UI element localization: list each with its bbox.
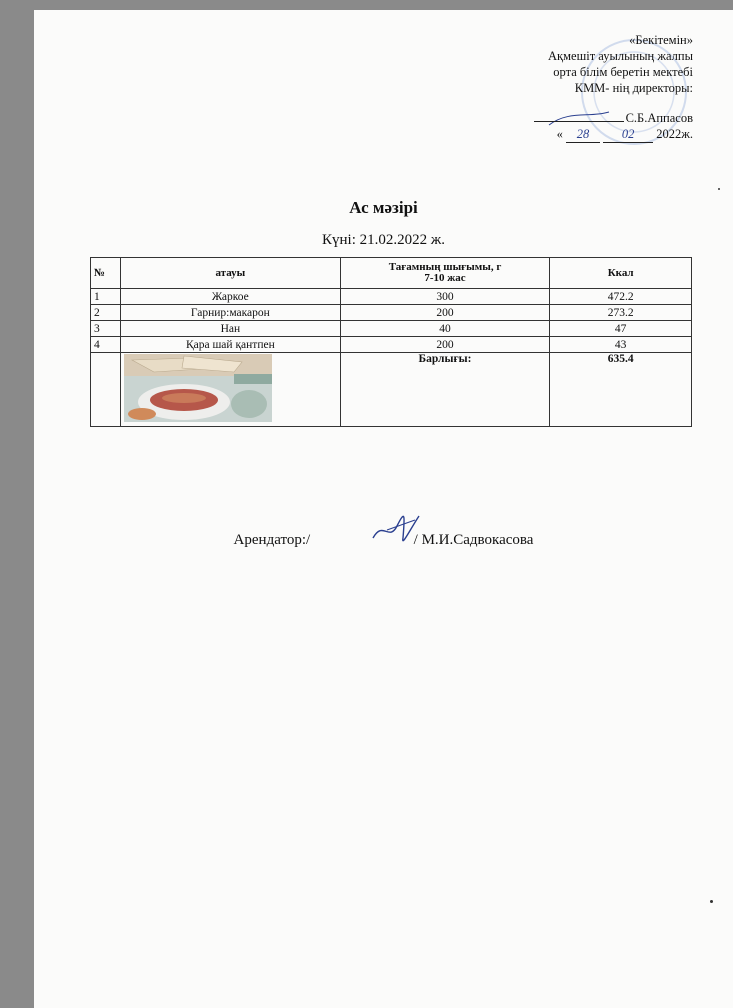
table-header-row xyxy=(91,258,692,289)
approval-date-row xyxy=(534,126,693,143)
table-row xyxy=(91,305,692,321)
approval-director-row xyxy=(534,110,693,126)
total-row xyxy=(91,353,692,427)
page-title: Ас мәзірі xyxy=(349,198,418,217)
menu-table xyxy=(90,257,692,427)
approval-school-line2: орта білім беретін мектебі xyxy=(553,65,693,79)
row-num: 1 xyxy=(91,289,121,305)
row-kcal: 273.2 xyxy=(550,305,692,321)
approval-month: 02 xyxy=(603,126,653,143)
row-kcal: 47 xyxy=(550,321,692,337)
row-kcal: 472.2 xyxy=(550,289,692,305)
row-name: Қара шай қантпен xyxy=(120,337,340,353)
approval-role: КММ- нің директоры: xyxy=(574,81,693,95)
approval-school-line1: Ақмешіт ауылының жалпы xyxy=(548,49,693,63)
header-kcal: Ккал xyxy=(550,258,692,289)
date-quote: « xyxy=(556,127,563,141)
director-signature-line xyxy=(534,121,624,122)
document-page xyxy=(34,10,733,1008)
table-row xyxy=(91,337,692,353)
header-num: № xyxy=(91,258,121,289)
row-num: 4 xyxy=(91,337,121,353)
approval-year: 2022ж. xyxy=(656,127,693,141)
director-name: С.Б.Аппасов xyxy=(625,111,693,125)
tenant-name: / М.И.Садвокасова xyxy=(413,532,534,548)
row-name: Жаркое xyxy=(120,289,340,305)
row-name: Гарнир:макарон xyxy=(120,305,340,321)
header-yield xyxy=(340,258,550,289)
food-photo xyxy=(124,354,272,422)
row-num: 2 xyxy=(91,305,121,321)
total-empty-cell xyxy=(91,353,121,427)
scan-speck xyxy=(710,900,713,903)
row-num: 3 xyxy=(91,321,121,337)
approval-block xyxy=(534,32,693,143)
approval-day: 28 xyxy=(566,126,600,143)
row-name: Нан xyxy=(120,321,340,337)
approval-heading: «Бекітемін» xyxy=(629,33,693,47)
row-kcal: 43 xyxy=(550,337,692,353)
row-yield: 300 xyxy=(340,289,550,305)
total-label: Барлығы: xyxy=(340,353,550,427)
row-yield: 40 xyxy=(340,321,550,337)
scan-speck xyxy=(718,188,720,190)
row-yield: 200 xyxy=(340,305,550,321)
table-row xyxy=(91,321,692,337)
food-photo-cell xyxy=(120,353,340,427)
header-yield-line2: 7-10 жас xyxy=(424,272,466,284)
header-yield-line1: Тағамның шығымы, г xyxy=(388,261,502,273)
header-name: атауы xyxy=(120,258,340,289)
row-yield: 200 xyxy=(340,337,550,353)
table-row xyxy=(91,289,692,305)
tenant-label: Арендатор:/ xyxy=(233,532,311,548)
total-value: 635.4 xyxy=(550,353,692,427)
menu-date: Күні: 21.02.2022 ж. xyxy=(322,232,445,248)
tenant-line xyxy=(34,532,733,549)
